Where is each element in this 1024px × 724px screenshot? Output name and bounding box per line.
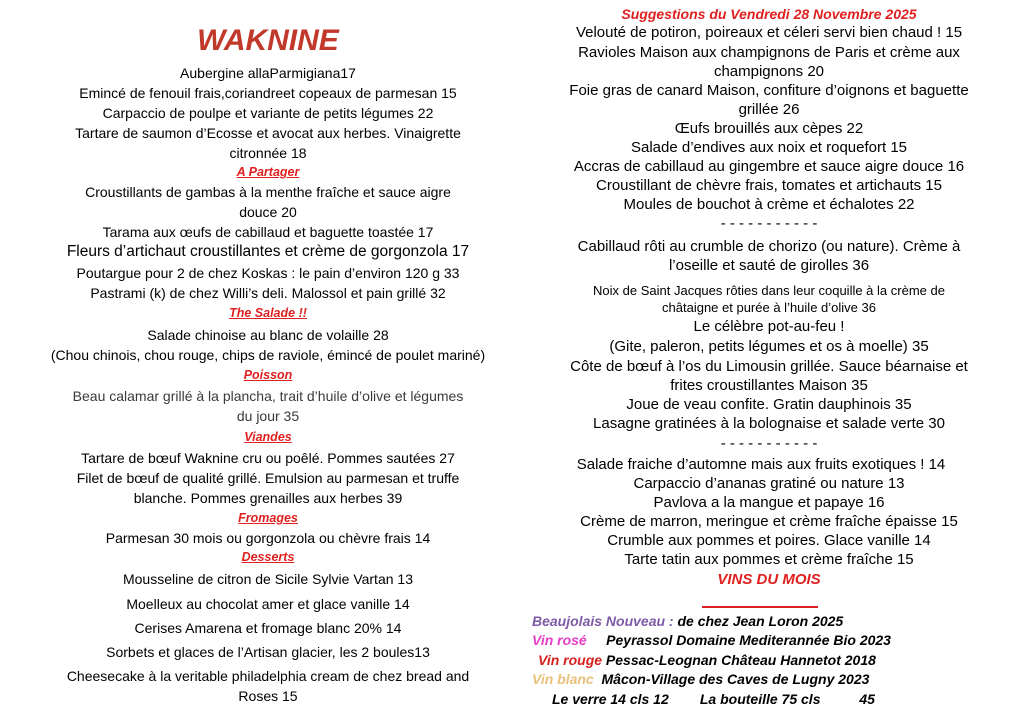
wine-name: Peyrassol Domaine Mediterannée Bio 2023 (586, 632, 891, 648)
wines-heading-underline (702, 606, 818, 608)
suggestion-item: Croustillant de chèvre frais, tomates et artichauts 15 (596, 177, 942, 194)
suggestion-item: Salade d’endives aux noix et roquefort 15 (630, 139, 908, 156)
menu-item: Fleurs d’artichaut croustillantes et crème de gorgonzola 17 (66, 243, 470, 260)
divider-dashes: - - - - - - - - - - - (720, 215, 818, 232)
suggestion-item: Côte de bœuf à l’os du Limousin grillée. Sauce béarnaise et (570, 358, 968, 375)
menu-item: Emincé de fenouil frais,coriandreet copeaux de parmesan 15 (79, 85, 457, 101)
wine-label: Vin blanc (532, 671, 594, 687)
wine-name: de chez Jean Loron 2025 (673, 613, 844, 629)
menu-item: citronnée 18 (229, 145, 307, 161)
menu-item: Cerises Amarena et fromage blanc 20% 14 (134, 620, 402, 636)
suggestion-item: Noix de Saint Jacques rôties dans leur coquille à la crème de (593, 283, 945, 298)
wine-label: Vin rouge (538, 652, 603, 668)
suggestion-item: frites croustillantes Maison 35 (670, 377, 868, 394)
menu-item: Tartare de bœuf Waknine cru ou poêlé. Pommes sautées 27 (81, 450, 455, 466)
menu-item: Pastrami (k) de chez Willi’s deli. Malossol et pain grillé 32 (90, 285, 446, 301)
menu-item: Croustillants de gambas à la menthe fraîche et sauce aigre (85, 184, 451, 200)
menu-item: Sorbets et glaces de l’Artisan glacier, les 2 boules13 (106, 644, 430, 660)
suggestion-item: châtaigne et purée à l’huile d’olive 36 (662, 300, 876, 315)
menu-item: Carpaccio de poulpe et variante de petits légumes 22 (102, 105, 434, 121)
suggestion-item: l’oseille et sauté de girolles 36 (668, 257, 870, 274)
menu-item: Roses 15 (238, 688, 298, 704)
divider-dashes: - - - - - - - - - - - (720, 435, 818, 452)
menu-item: du jour 35 (236, 408, 300, 424)
section-heading-viandes: Viandes (244, 430, 292, 444)
menu-item: douce 20 (239, 204, 297, 220)
menu-item: Beau calamar grillé à la plancha, trait d’huile d’olive et légumes (72, 388, 464, 404)
section-heading-poisson: Poisson (243, 368, 293, 382)
suggestion-item: Crème de marron, meringue et crème fraîche épaisse 15 (580, 513, 958, 530)
suggestion-item: (Gite, paleron, petits légumes et os à moelle) 35 (609, 338, 929, 355)
suggestion-item: Salade fraiche d’automne mais aux fruits exotiques ! 14 (576, 456, 946, 473)
menu-item: blanche. Pommes grenailles aux herbes 39 (133, 490, 403, 506)
wine-line-beaujolais (532, 612, 1018, 630)
suggestion-item: Lasagne gratinées à la bolognaise et salade verte 30 (593, 415, 945, 432)
menu-item: (Chou chinois, chou rouge, chips de raviole, émincé de poulet mariné) (50, 347, 486, 363)
menu-item: Poutargue pour 2 de chez Koskas : le pain d’environ 120 g 33 (76, 265, 460, 281)
suggestion-item: grillée 26 (738, 101, 800, 118)
menu-item: Tarama aux œufs de cabillaud et baguette toastée 17 (102, 224, 434, 240)
suggestion-item: Accras de cabillaud au gingembre et sauce aigre douce 16 (573, 158, 965, 175)
menu-item: Moelleux au chocolat amer et glace vanille 14 (126, 596, 410, 612)
restaurant-title: WAKNINE (197, 24, 339, 57)
wine-label: Beaujolais Nouveau : (532, 613, 674, 629)
suggestion-item: Moules de bouchot à crème et échalotes 22 (623, 196, 915, 213)
wine-label: Vin rosé (532, 632, 587, 648)
suggestion-item: Crumble aux pommes et poires. Glace vanille 14 (607, 532, 931, 549)
section-heading-partager: A Partager (236, 165, 300, 179)
suggestion-item: Ravioles Maison aux champignons de Paris et crème aux (578, 44, 960, 61)
section-heading-desserts: Desserts (241, 550, 295, 564)
suggestion-item: Cabillaud rôti au crumble de chorizo (ou nature). Crème à (577, 238, 961, 255)
menu-item: Filet de bœuf de qualité grillé. Emulsion au parmesan et truffe (76, 470, 460, 486)
wine-prices: Le verre 14 cls 12 La bouteille 75 cls 45 (552, 691, 875, 707)
wine-name: Pessac-Leognan Château Hannetot 2018 (602, 652, 876, 668)
suggestion-item: Velouté de potiron, poireaux et céleri servi bien chaud ! 15 (575, 24, 963, 41)
wine-name: Mâcon-Village des Caves de Lugny 2023 (593, 671, 870, 687)
suggestion-item: Le célèbre pot-au-feu ! (693, 318, 845, 335)
suggestions-title: Suggestions du Vendredi 28 Novembre 2025 (621, 6, 917, 22)
menu-item: Salade chinoise au blanc de volaille 28 (147, 327, 389, 343)
suggestion-item: Tarte tatin aux pommes et crème fraîche 15 (624, 551, 914, 568)
menu-item: Aubergine allaParmigiana17 (180, 65, 356, 81)
menu-item: Cheesecake à la veritable philadelphia cream de chez bread and (66, 668, 470, 684)
menu-item: Mousseline de citron de Sicile Sylvie Vartan 13 (122, 571, 413, 587)
suggestion-item: Carpaccio d’ananas gratiné ou nature 13 (633, 475, 905, 492)
wine-line-rose (532, 631, 1018, 649)
menu-item: Tartare de saumon d’Ecosse et avocat aux herbes. Vinaigrette (75, 125, 461, 141)
suggestion-item: Pavlova a la mangue et papaye 16 (653, 494, 885, 511)
wines-heading: VINS DU MOIS (717, 571, 821, 588)
wine-line-blanc (532, 670, 1018, 688)
wine-line-rouge (538, 651, 1024, 669)
suggestion-item: Joue de veau confite. Gratin dauphinois 35 (626, 396, 912, 413)
suggestion-item: champignons 20 (713, 63, 825, 80)
suggestion-item: Foie gras de canard Maison, confiture d’oignons et baguette (569, 82, 969, 99)
section-heading-fromages: Fromages (238, 511, 298, 525)
section-heading-salade: The Salade !! (229, 306, 307, 320)
menu-item: Parmesan 30 mois ou gorgonzola ou chèvre frais 14 (105, 530, 431, 546)
suggestion-item: Œufs brouillés aux cèpes 22 (674, 120, 864, 137)
